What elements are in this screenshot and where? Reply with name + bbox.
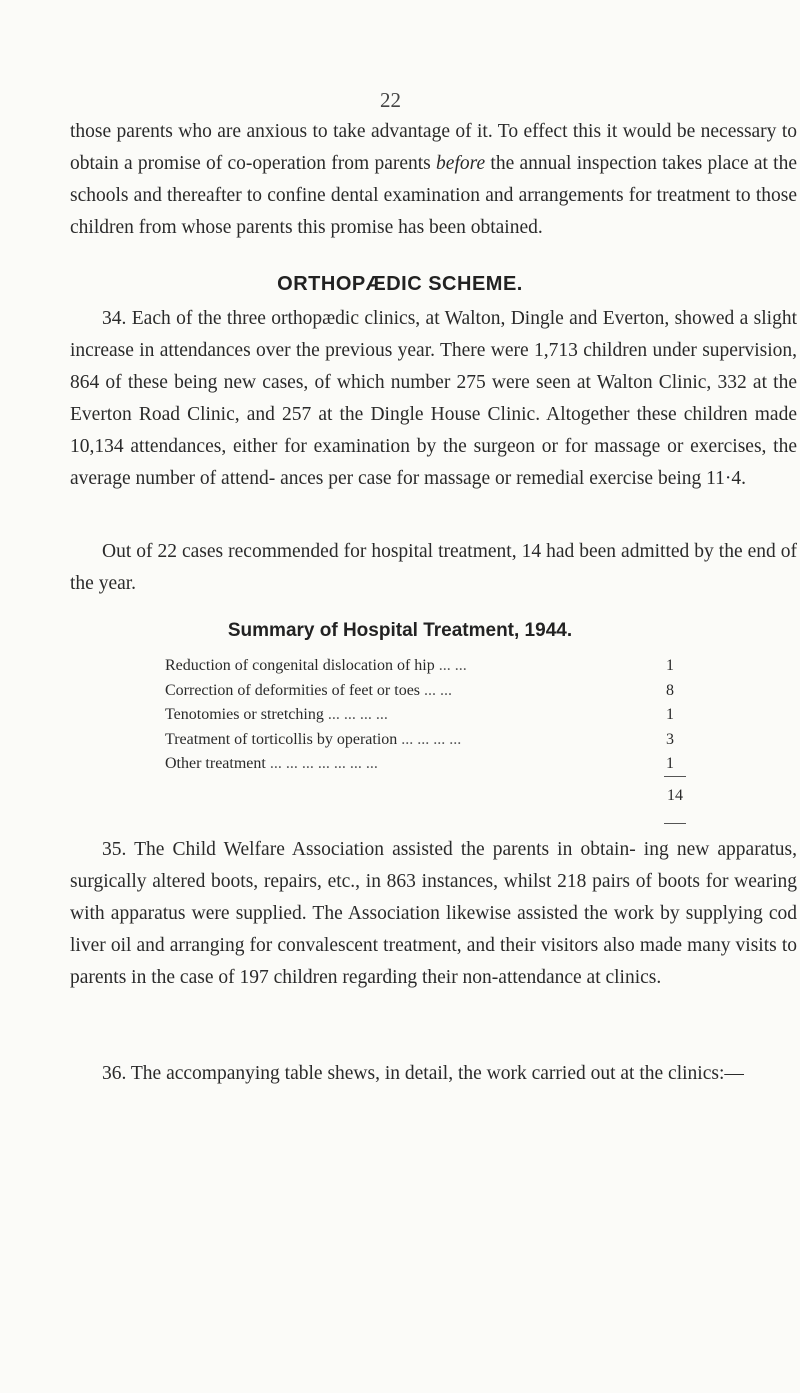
summary-row-label: Other treatment <box>165 755 266 772</box>
total-rule-bottom <box>664 823 686 824</box>
page-number: 22 <box>380 88 401 112</box>
paragraph-35 <box>70 834 797 994</box>
paragraph-34 <box>70 303 797 495</box>
summary-row-dots: ... ... <box>438 657 467 674</box>
paragraph-36 <box>70 1058 797 1090</box>
summary-row <box>165 679 680 704</box>
summary-row-label: Correction of deformities of feet or toes <box>165 681 421 699</box>
summary-table <box>165 654 680 777</box>
paragraph-35-text: 35. The Child Welfare Association assisted the parents in obtain- ing new apparatus, surgically altered boots, repairs, etc., in 863 instances, whilst 218 pairs of boots for wearing with apparatus were supplied. The Association likewise assisted the work by supplying cod liver oil and arranging for convalescent treatment, and their visitors also made many visits to parents in the case of 197 children regarding their non-attendance at clinics. <box>70 839 797 988</box>
summary-row-dots: ... ... ... ... ... ... ... <box>269 755 378 772</box>
paragraph-34-continued <box>70 536 797 600</box>
summary-row-value: 1 <box>666 657 674 674</box>
summary-row <box>165 752 680 777</box>
summary-row-dots: ... ... ... ... <box>327 706 388 723</box>
summary-row-dots: ... ... ... ... <box>401 730 462 748</box>
intro-emphasis: before <box>436 153 486 174</box>
paragraph-34-text: 34. Each of the three orthopædic clinics, at Walton, Dingle and Everton, showed a slight increase in attendances over the previous year. There were 1,713 children under supervision, 864 of these being new cases, of which number 275 were seen at Walton Clinic, 332 at the Everton Road Clinic, and 257 at the Dingle House Clinic. Altogether these children made 10,134 attendances, either for examination by the surgeon or for massage or exercises, the average number of attend- ances per case for massage or remedial exercise being 11·4. <box>70 308 797 489</box>
summary-row <box>165 654 680 679</box>
summary-row <box>165 703 680 728</box>
summary-row-label: Reduction of congenital dislocation of hip <box>165 657 435 674</box>
summary-row-dots: ... ... <box>424 681 453 699</box>
summary-row-value: 1 <box>666 755 674 772</box>
summary-heading: Summary of Hospital Treatment, 1944. <box>227 620 573 641</box>
intro-paragraph <box>70 116 797 244</box>
summary-row-value: 1 <box>666 706 674 723</box>
summary-row-value: 3 <box>666 730 674 748</box>
orthopaedic-heading: ORTHOPÆDIC SCHEME. <box>277 273 523 295</box>
paragraph-36-text: 36. The accompanying table shews, in detail, the work carried out at the clinics:— <box>102 1063 744 1084</box>
summary-total: 14 <box>667 787 683 804</box>
summary-row-label: Tenotomies or stretching <box>165 706 324 723</box>
summary-row-value: 8 <box>666 681 674 699</box>
paragraph-34b-text: Out of 22 cases recommended for hospital treatment, 14 had been admitted by the end of the year. <box>70 541 797 594</box>
intro-text: those parents who are anxious to take advantage of it. To effect this it would be necessary to obtain a promise of co-operation from parents <box>70 121 797 174</box>
total-rule-top <box>664 776 686 777</box>
summary-row <box>165 728 680 753</box>
summary-row-label: Treatment of torticollis by operation <box>165 730 398 748</box>
intro-text-after: the annual inspection takes place at the schools and thereafter to confine dental examination and arrangements for treatment to those children from whose parents this promise has been obtained. <box>70 153 798 238</box>
